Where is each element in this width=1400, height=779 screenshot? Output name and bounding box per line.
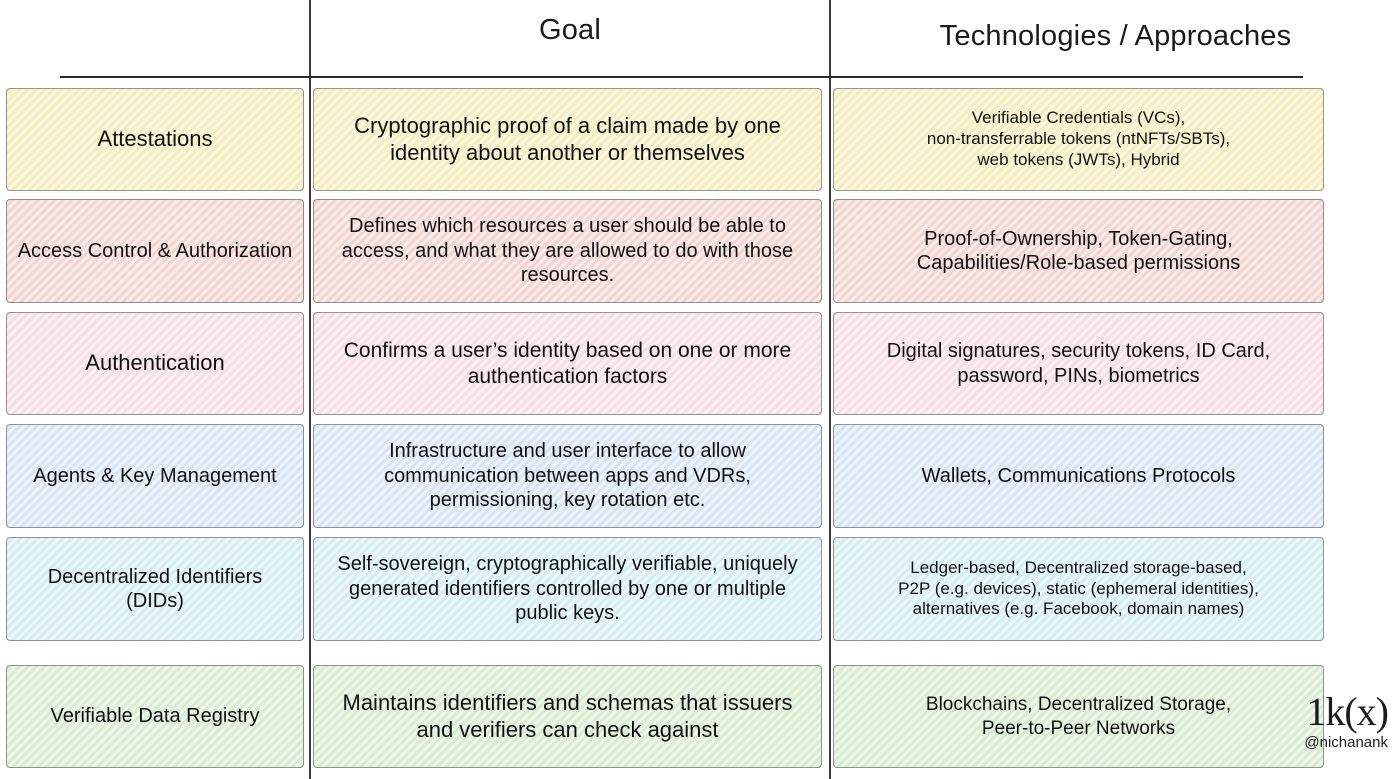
row-goal-cell: Maintains identifiers and schemas that issuers and verifiers can check against [313, 665, 822, 768]
table-row [0, 665, 1400, 768]
row-technologies-cell: Blockchains, Decentralized Storage, Peer-to-Peer Networks [833, 665, 1324, 768]
table-row [0, 199, 1400, 303]
table-row [0, 312, 1400, 415]
table-row [0, 424, 1400, 528]
row-goal-cell: Cryptographic proof of a claim made by one identity about another or themselves [313, 88, 822, 191]
row-technologies-cell: Wallets, Communications Protocols [833, 424, 1324, 528]
row-label-cell: Access Control & Authorization [6, 199, 304, 303]
row-label-cell: Authentication [6, 312, 304, 415]
row-technologies-cell: Verifiable Credentials (VCs), non-transferrable tokens (ntNFTs/SBTs), web tokens (JWTs), Hybrid [833, 88, 1324, 191]
header-underline [60, 76, 1303, 78]
row-goal-cell: Confirms a user’s identity based on one or more authentication factors [313, 312, 822, 415]
row-technologies-cell: Ledger-based, Decentralized storage-based, P2P (e.g. devices), static (ephemeral identities), alternatives (e.g. Facebook, domain names) [833, 537, 1324, 641]
header-goal: Goal [538, 14, 602, 46]
row-label-cell: Decentralized Identifiers (DIDs) [6, 537, 304, 641]
table-row [0, 537, 1400, 641]
table-header [0, 0, 1400, 78]
row-technologies-cell: Proof-of-Ownership, Token-Gating, Capabilities/Role-based permissions [833, 199, 1324, 303]
watermark-logo: 1k(x) [1306, 689, 1388, 734]
row-goal-cell: Self-sovereign, cryptographically verifiable, uniquely generated identifiers controlled by one or multiple public keys. [313, 537, 822, 641]
row-label-cell: Verifiable Data Registry [6, 665, 304, 768]
table-row [0, 88, 1400, 191]
row-label-cell: Attestations [6, 88, 304, 191]
row-label-cell: Agents & Key Management [6, 424, 304, 528]
row-goal-cell: Infrastructure and user interface to allow communication between apps and VDRs, permissioning, key rotation etc. [313, 424, 822, 528]
row-technologies-cell: Digital signatures, security tokens, ID Card, password, PINs, biometrics [833, 312, 1324, 415]
watermark-handle: @nichanank [1304, 734, 1388, 751]
row-goal-cell: Defines which resources a user should be able to access, and what they are allowed to do with those resources. [313, 199, 822, 303]
header-technologies: Technologies / Approaches [939, 20, 1292, 52]
